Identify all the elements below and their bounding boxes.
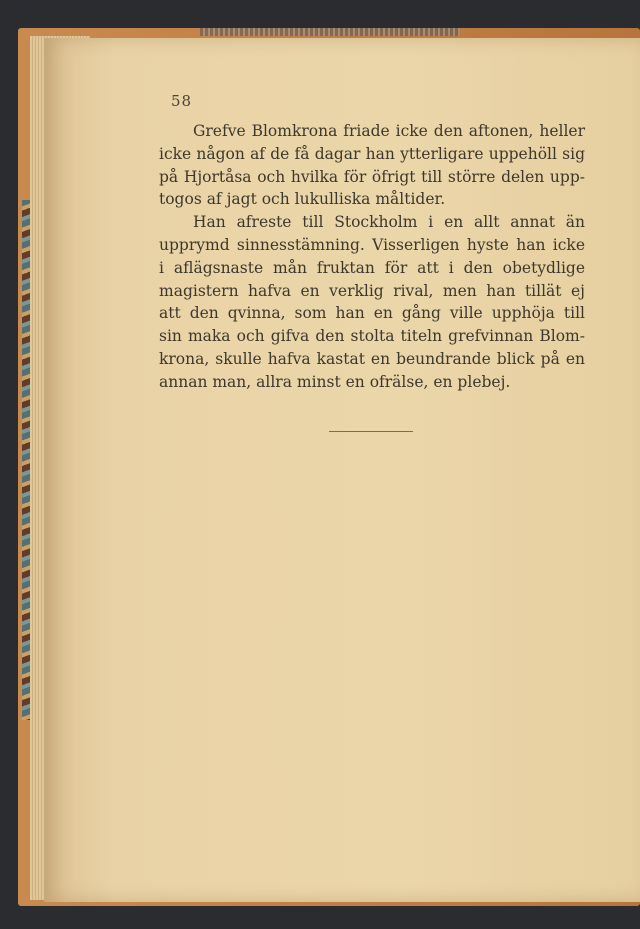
text-line: togos af jagt och lukulliska måltider.: [159, 190, 446, 209]
text-line: på Hjortåsa och hvilka för öfrigt till större delen upp-: [159, 167, 585, 186]
text-line: annan man, allra minst en ofrälse, en plebej.: [159, 372, 511, 391]
text-line: icke någon af de få dagar han ytterligare uppehöll sig: [159, 144, 585, 163]
text-line: att den qvinna, som han en gång ville upphöja till: [159, 304, 585, 323]
section-divider: [329, 431, 413, 432]
text-line: i aflägsnaste mån fruktan för att i den obetydlige: [159, 258, 585, 277]
page-number: 58: [171, 92, 193, 110]
text-line: krona, skulle hafva kastat en beundrande blick på en: [159, 349, 585, 368]
body-text: [159, 120, 585, 394]
text-line: Han afreste till Stockholm i en allt annat än: [193, 213, 585, 232]
text-line: sin maka och gifva den stolta titeln grefvinnan Blom-: [159, 327, 585, 346]
text-line: magistern hafva en verklig rival, men han tillät ej: [159, 281, 585, 300]
text-line: upprymd sinnesstämning. Visserligen hyste han icke: [159, 235, 585, 254]
text-line: Grefve Blomkrona friade icke den aftonen, heller: [193, 122, 585, 140]
top-binding-band: [200, 28, 460, 36]
